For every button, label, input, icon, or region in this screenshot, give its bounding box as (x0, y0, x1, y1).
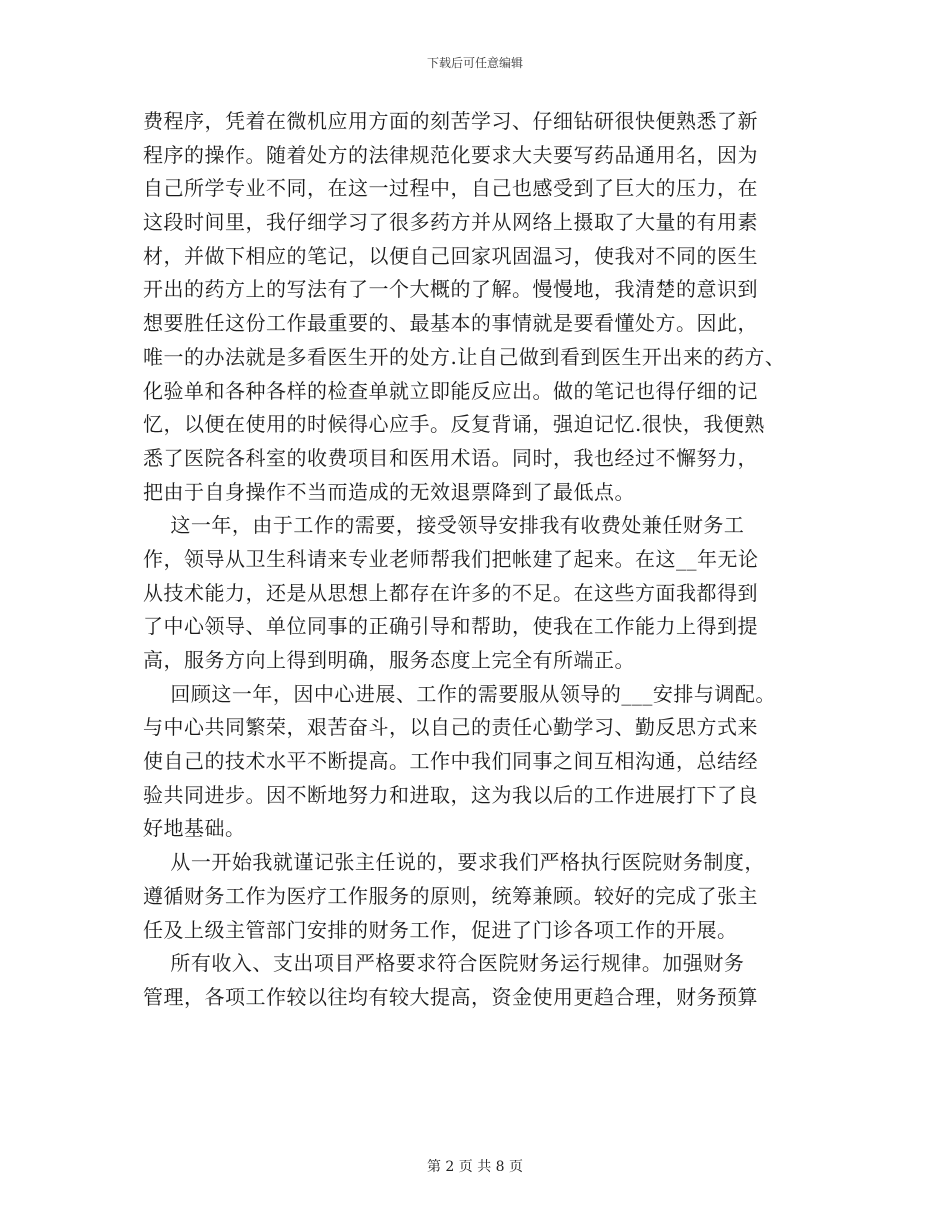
text-line: 这一年，由于工作的需要，接受领导安排我有收费处兼任财务工 (143, 513, 745, 538)
text-line: 遵循财务工作为医疗工作服务的原则，统筹兼顾。较好的完成了张主 (143, 883, 758, 908)
text-line: 好地基础。 (143, 816, 246, 841)
text-line: 想要胜任这份工作最重要的、最基本的事情就是要看懂处方。因此， (143, 311, 758, 336)
text-line: 化验单和各种各样的检查单就立即能反应出。做的笔记也得仔细的记 (143, 378, 758, 403)
text-line: 忆，以便在使用的时候得心应手。反复背诵，强迫记忆.很快，我便熟 (143, 412, 765, 437)
document-body (143, 105, 833, 1015)
page-header: 下载后可任意编辑 (426, 56, 523, 70)
text-line: 所有收入、支出项目严格要求符合医院财务运行规律。加强财务 (143, 951, 745, 976)
text-line: 回顾这一年，因中心进展、工作的需要服从领导的___安排与调配。 (143, 681, 776, 706)
text-line: 了中心领导、单位同事的正确引导和帮助，使我在工作能力上得到提 (143, 614, 758, 639)
text-line: 与中心共同繁荣，艰苦奋斗，以自己的责任心勤学习、勤反思方式来 (143, 715, 758, 740)
text-line: 唯一的办法就是多看医生开的处方.让自己做到看到医生开出来的药方、 (143, 344, 786, 369)
text-line: 悉了医院各科室的收费项目和医用术语。同时，我也经过不懈努力， (143, 445, 758, 470)
text-line: 管理，各项工作较以往均有较大提高，资金使用更趋合理，财务预算 (143, 984, 758, 1009)
text-line: 费程序，凭着在微机应用方面的刻苦学习、仔细钻研很快便熟悉了新 (143, 109, 758, 133)
text-line: 高，服务方向上得到明确，服务态度上完全有所端正。 (143, 648, 635, 672)
text-line: 从技术能力，还是从思想上都存在许多的不足。在这些方面我都得到 (143, 580, 758, 605)
text-line: 把由于自身操作不当而造成的无效退票降到了最低点。 (143, 479, 635, 504)
text-line: 这段时间里，我仔细学习了很多药方并从网络上摄取了大量的有用素 (143, 210, 758, 235)
text-line: 任及上级主管部门安排的财务工作，促进了门诊各项工作的开展。 (143, 917, 738, 942)
text-line: 使自己的技术水平不断提高。工作中我们同事之间互相沟通，总结经 (143, 749, 758, 774)
text-line: 开出的药方上的写法有了一个大概的了解。慢慢地，我清楚的意识到 (143, 277, 758, 302)
text-line: 程序的操作。随着处方的法律规范化要求大夫要写药品通用名，因为 (143, 142, 758, 167)
text-line: 材，并做下相应的笔记，以便自己回家巩固温习，使我对不同的医生 (143, 243, 758, 268)
text-line: 从一开始我就谨记张主任说的，要求我们严格执行医院财务制度， (143, 850, 765, 875)
text-line: 自己所学专业不同，在这一过程中，自己也感受到了巨大的压力，在 (143, 176, 758, 201)
text-line: 验共同进步。因不断地努力和进取，这为我以后的工作进展打下了良 (143, 782, 758, 807)
page-footer: 第 2 页 共 8 页 (426, 1159, 524, 1175)
text-line: 作，领导从卫生科请来专业老师帮我们把帐建了起来。在这__年无论 (143, 546, 759, 571)
